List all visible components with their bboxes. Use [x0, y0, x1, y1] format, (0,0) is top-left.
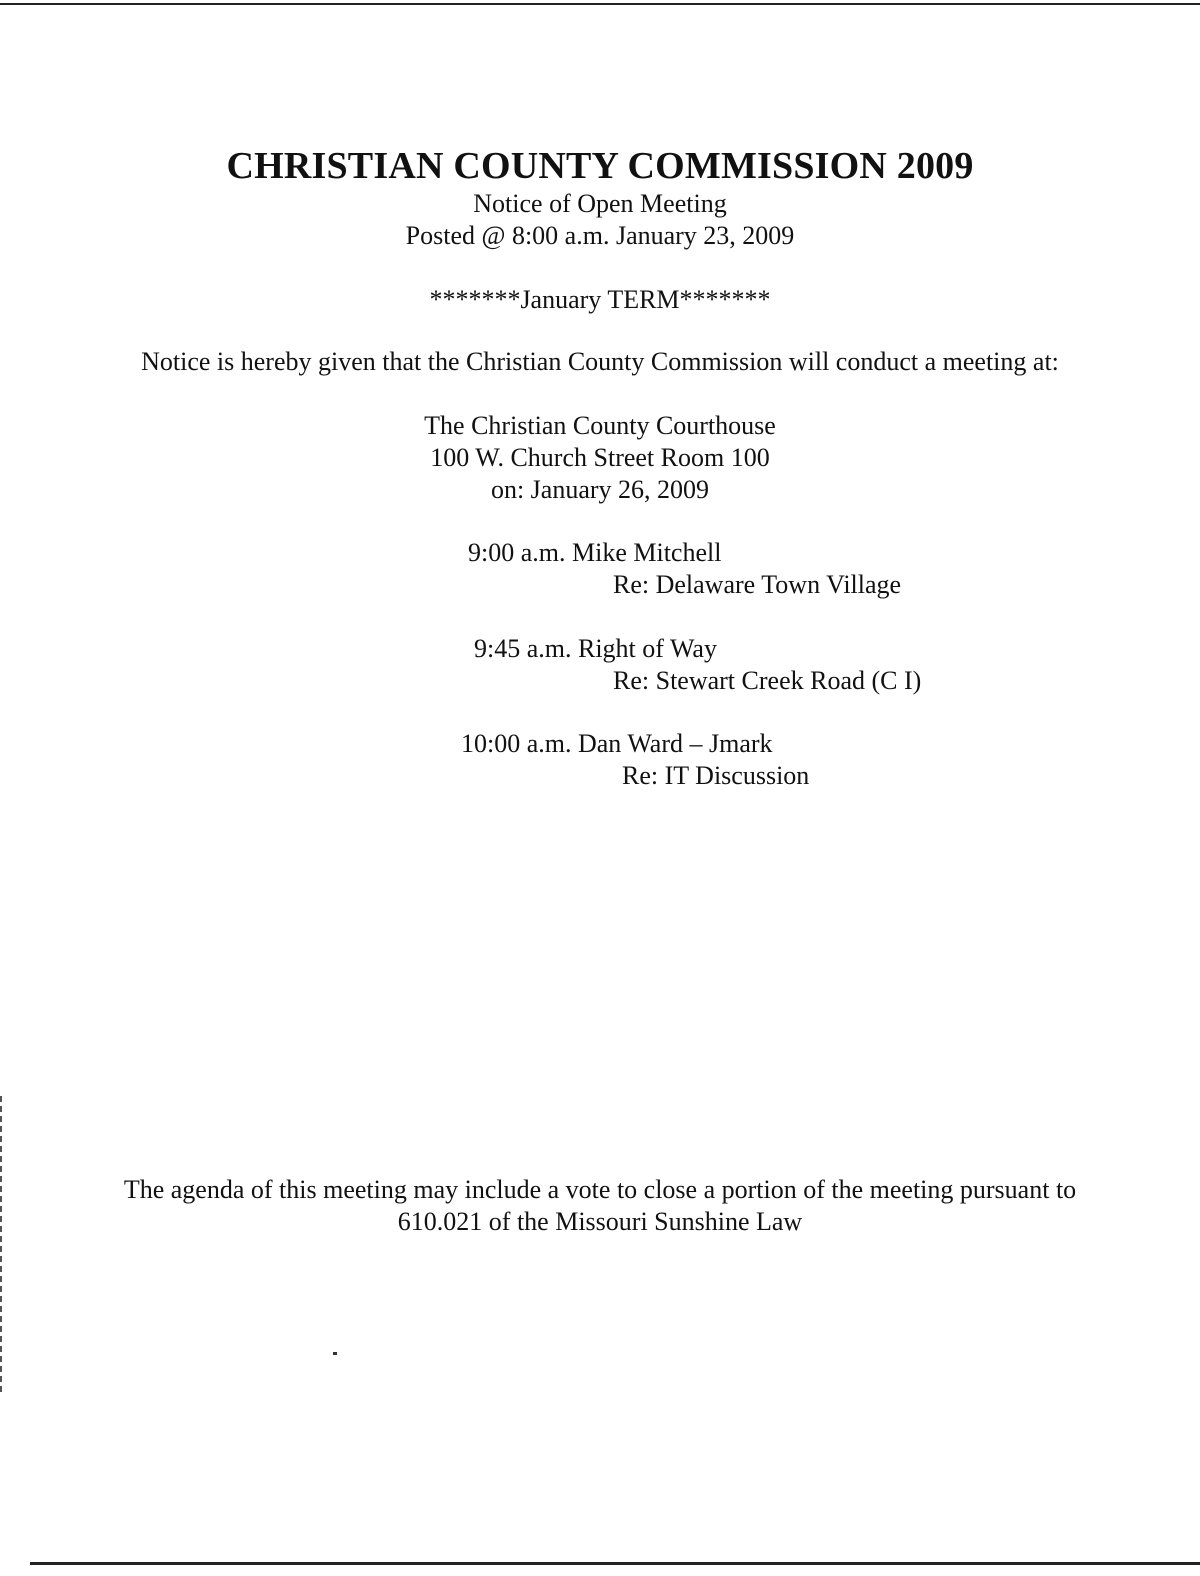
- agenda-item-3-time-subject: 10:00 a.m. Dan Ward – Jmark: [461, 729, 773, 758]
- agenda-item-2-re: Re: Stewart Creek Road (C I): [613, 666, 922, 695]
- left-edge-mark: [0, 1096, 2, 1396]
- notice-intro: Notice is hereby given that the Christian County Commission will conduct a meeting at:: [141, 347, 1059, 376]
- footer-line-2: 610.021 of the Missouri Sunshine Law: [397, 1207, 803, 1236]
- bottom-border-line: [30, 1562, 1200, 1565]
- meeting-date-line: on: January 26, 2009: [490, 475, 710, 504]
- stray-mark: [333, 1352, 337, 1355]
- footer-line-1: The agenda of this meeting may include a vote to close a portion of the meeting pursuant to: [123, 1175, 1077, 1204]
- location-line-1: The Christian County Courthouse: [424, 411, 776, 440]
- agenda-item-1-time-subject: 9:00 a.m. Mike Mitchell: [468, 538, 722, 567]
- notice-subtitle: Notice of Open Meeting: [473, 189, 727, 218]
- agenda-item-3-re: Re: IT Discussion: [622, 761, 810, 790]
- agenda-item-1-re: Re: Delaware Town Village: [613, 570, 902, 599]
- document-title: CHRISTIAN COUNTY COMMISSION 2009: [226, 145, 974, 187]
- posted-line: Posted @ 8:00 a.m. January 23, 2009: [405, 221, 795, 250]
- term-line: *******January TERM*******: [429, 285, 771, 314]
- location-line-2: 100 W. Church Street Room 100: [430, 443, 770, 472]
- agenda-item-2-time-subject: 9:45 a.m. Right of Way: [474, 634, 717, 663]
- top-border-line: [0, 3, 1200, 5]
